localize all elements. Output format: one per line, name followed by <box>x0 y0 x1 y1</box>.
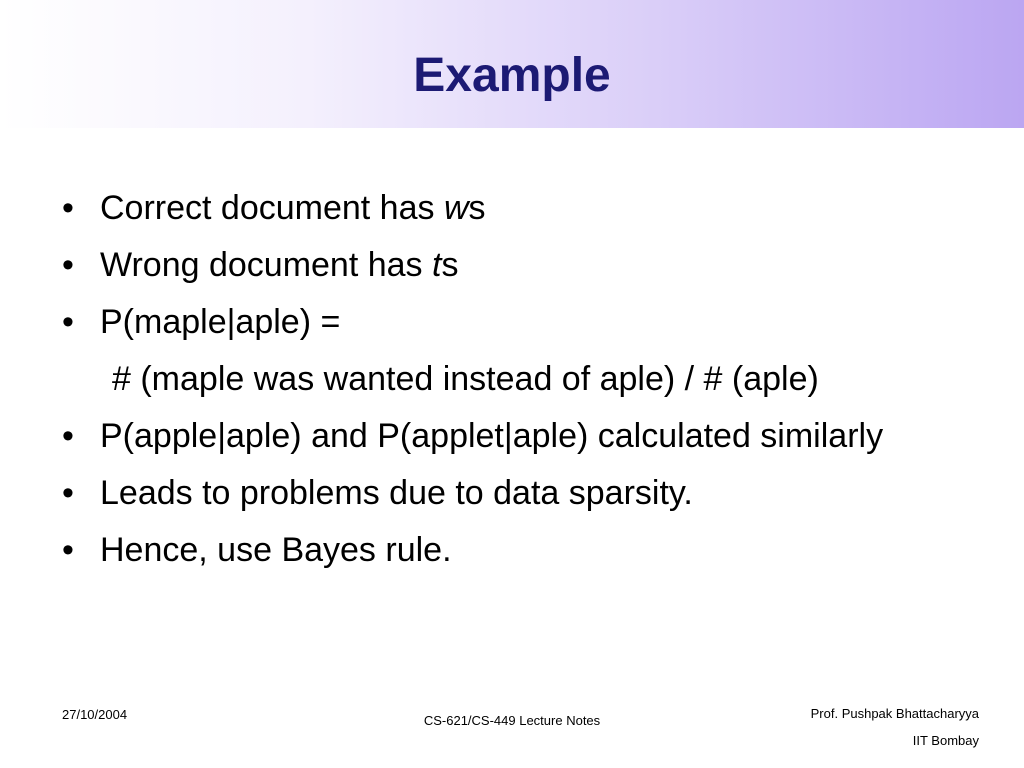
bullet-text: Leads to problems due to data sparsity. <box>100 474 693 512</box>
footer-author: Prof. Pushpak Bhattacharyya <box>810 706 979 721</box>
bullet-text: Correct document has ws <box>100 189 486 227</box>
footer-course: CS-621/CS-449 Lecture Notes <box>423 713 601 728</box>
bullet-dot: • <box>62 189 74 227</box>
bullet-text: Hence, use Bayes rule. <box>100 531 452 569</box>
bullet-dot: • <box>62 474 74 512</box>
bullet-text: P(maple|aple) = <box>100 303 341 341</box>
bullet-item <box>62 188 982 228</box>
bullet-list <box>62 188 982 587</box>
bullet-dot: • <box>62 531 74 569</box>
slide-title: Example <box>413 49 611 102</box>
sub-item-text: # (maple was wanted instead of aple) / # (aple) <box>112 360 819 398</box>
bullet-text: Wrong document has ts <box>100 246 459 284</box>
bullet-item <box>62 302 982 342</box>
footer-date: 27/10/2004 <box>62 707 128 722</box>
bullet-text: P(apple|aple) and P(applet|aple) calculated similarly <box>100 417 884 455</box>
bullet-dot: • <box>62 246 74 284</box>
bullet-item <box>62 530 982 570</box>
bullet-item <box>62 245 982 285</box>
sub-item <box>62 359 982 399</box>
bullet-item <box>62 416 982 456</box>
footer-institution: IIT Bombay <box>912 733 979 748</box>
bullet-item <box>62 473 982 513</box>
bullet-dot: • <box>62 303 74 341</box>
bullet-dot: • <box>62 417 74 455</box>
